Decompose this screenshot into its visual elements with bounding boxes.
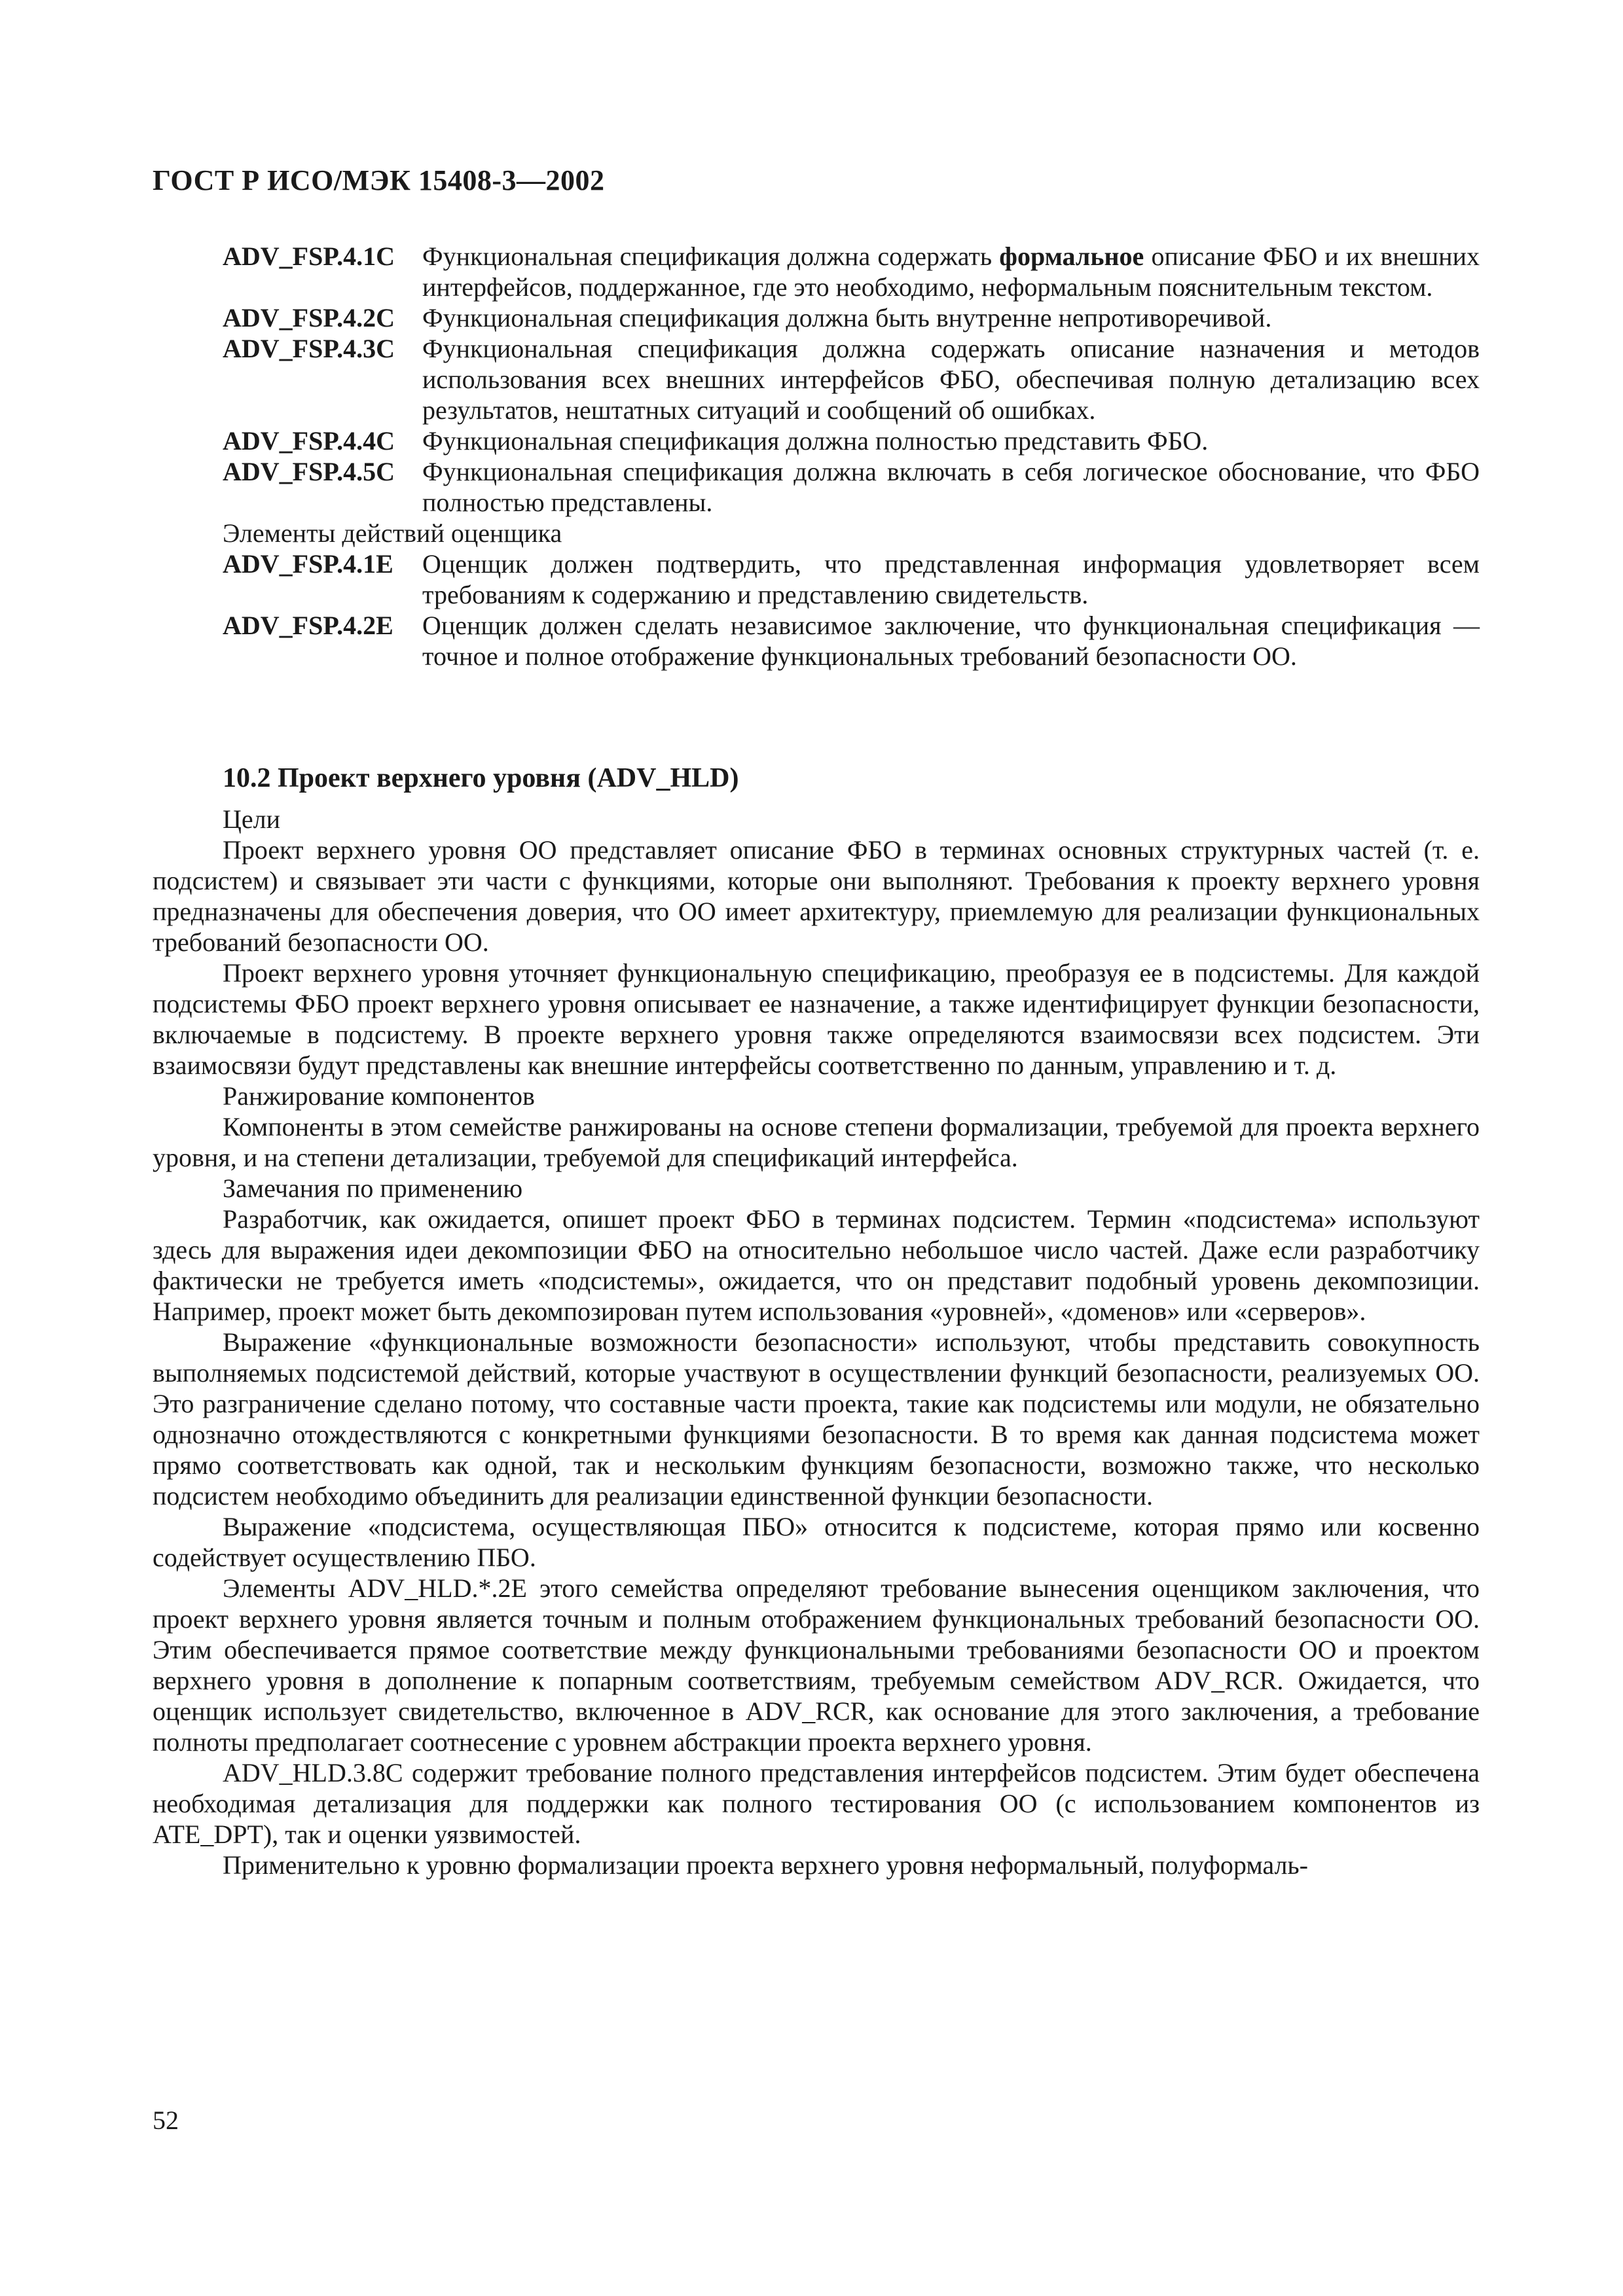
requirement-emphasis: формальное: [999, 242, 1144, 271]
paragraph: Компоненты в этом семействе ранжированы на основе степени формализации, требуемой для проекта верхнего уровня, и на степени детализации, требуемой для спецификаций интерфейса.: [153, 1112, 1480, 1172]
paragraph: Элементы ADV_HLD.*.2E этого семейства определяют требование вынесения оценщиком заключения, что проект верхнего уровня является точным и полным отображением функциональных требований безопасности ОО. Этим обеспечивается прямое соответствие между функциональными требованиями безопасности ОО и проектом верхнего уровня в дополнение к попарным соответствиям, требуемым семейством ADV_RCR. Ожидается, что оценщик использует свидетельство, включенное в ADV_RCR, как основание для этого заключения, а требование полноты предполагает соотнесение с уровнем абстракции проекта верхнего уровня.: [153, 1573, 1480, 1757]
requirement-text: Функциональная спецификация должна полностью представить ФБО.: [422, 426, 1209, 456]
paragraph: Применительно к уровню формализации проекта верхнего уровня неформальный, полуформаль-: [223, 1850, 1308, 1880]
evaluator-heading: Элементы действий оценщика: [223, 518, 562, 548]
requirement-row: [223, 333, 1480, 425]
requirement-code: ADV_FSP.4.1C: [223, 242, 395, 271]
evaluator-requirement-row: [223, 610, 1480, 672]
notes-label: Замечания по применению: [223, 1174, 523, 1203]
goals-label: Цели: [223, 804, 281, 834]
section-body: [153, 804, 1480, 1880]
requirement-code: ADV_FSP.4.2C: [223, 303, 395, 332]
requirement-row: [223, 425, 1480, 456]
requirement-text-part: описание ФБО и их внешних интерфейсов, поддержанное, где это необходимо, неформальным пояснительным текстом.: [422, 242, 1480, 302]
requirement-row: [223, 241, 1480, 302]
requirement-text: [422, 241, 1480, 302]
requirement-row: [223, 302, 1480, 333]
page-number: 52: [153, 2106, 179, 2135]
requirement-code: ADV_FSP.4.5C: [223, 457, 395, 486]
paragraph: ADV_HLD.3.8C содержит требование полного представления интерфейсов подсистем. Этим будет обеспечена необходимая детализация для поддержки как полного тестирования ОО (с использованием компонентов из ATE_DPT), так и оценки уязвимостей.: [153, 1758, 1480, 1849]
requirement-text: Функциональная спецификация должна содержать описание назначения и методов использования всех внешних интерфейсов ФБО, обеспечивая полную детализацию всех результатов, нештатных ситуаций и сообщений об ошибках.: [422, 334, 1480, 425]
paragraph: Проект верхнего уровня уточняет функциональную спецификацию, преобразуя ее в подсистемы. Для каждой подсистемы ФБО проект верхнего уровня описывает ее назначение, а также идентифицирует функции безопасности, включаемые в подсистему. В проекте верхнего уровня также определяются взаимосвязи всех подсистем. Эти взаимосвязи будут представлены как внешние интерфейсы соответственно по данным, управлению и т. д.: [153, 958, 1480, 1080]
requirement-code: ADV_FSP.4.1E: [223, 549, 393, 579]
requirement-text-part: Функциональная спецификация должна содержать: [422, 242, 1000, 271]
section-title: 10.2 Проект верхнего уровня (ADV_HLD): [223, 763, 739, 793]
requirements-list: [223, 241, 1480, 672]
requirement-code: ADV_FSP.4.3C: [223, 334, 395, 363]
requirement-text: Функциональная спецификация должна быть внутренне непротиворечивой.: [422, 303, 1272, 332]
paragraph: Проект верхнего уровня ОО представляет описание ФБО в терминах основных структурных частей (т. е. подсистем) и связывает эти части с функциями, которые они выполняют. Требования к проекту верхнего уровня предназначены для обеспечения доверия, что ОО имеет архитектуру, приемлемую для реализации функциональных требований безопасности ОО.: [153, 835, 1480, 957]
requirement-text: Функциональная спецификация должна включать в себя логическое обоснование, что ФБО полностью представлены.: [422, 457, 1480, 517]
paragraph: Выражение «функциональные возможности безопасности» используют, чтобы представить совокупность выполняемых подсистемой действий, которые участвуют в осуществлении функций безопасности, реализуемых ОО. Это разграничение сделано потому, что составные части проекта, такие как подсистемы или модули, не обязательно однозначно отождествляются с конкретными функциями безопасности. В то время как данная подсистема может прямо соответствовать как одной, так и нескольким функциям безопасности, возможно также, что несколько подсистем необходимо объединить для реализации единственной функции безопасности.: [153, 1327, 1480, 1511]
paragraph: Выражение «подсистема, осуществляющая ПБО» относится к подсистеме, которая прямо или косвенно содействует осуществлению ПБО.: [153, 1512, 1480, 1572]
requirement-text: Оценщик должен сделать независимое заключение, что функциональная спецификация — точное и полное отображение функциональных требований безопасности ОО.: [422, 611, 1480, 671]
paragraph: Разработчик, как ожидается, опишет проект ФБО в терминах подсистем. Термин «подсистема» используют здесь для выражения идеи декомпозиции ФБО на относительно небольшое число частей. Даже если разработчику фактически не требуется иметь «подсистемы», ожидается, что он представит подобный уровень декомпозиции. Например, проект может быть декомпозирован путем использования «уровней», «доменов» или «серверов».: [153, 1204, 1480, 1326]
requirement-text: Оценщик должен подтвердить, что представленная информация удовлетворяет всем требованиям к содержанию и представлению свидетельств.: [422, 549, 1480, 609]
ranking-label: Ранжирование компонентов: [223, 1081, 535, 1111]
evaluator-requirement-row: [223, 548, 1480, 610]
requirement-row: [223, 456, 1480, 518]
page-header: ГОСТ Р ИСО/МЭК 15408-3—2002: [153, 164, 605, 196]
requirement-code: ADV_FSP.4.4C: [223, 426, 395, 456]
requirement-code: ADV_FSP.4.2E: [223, 611, 393, 640]
